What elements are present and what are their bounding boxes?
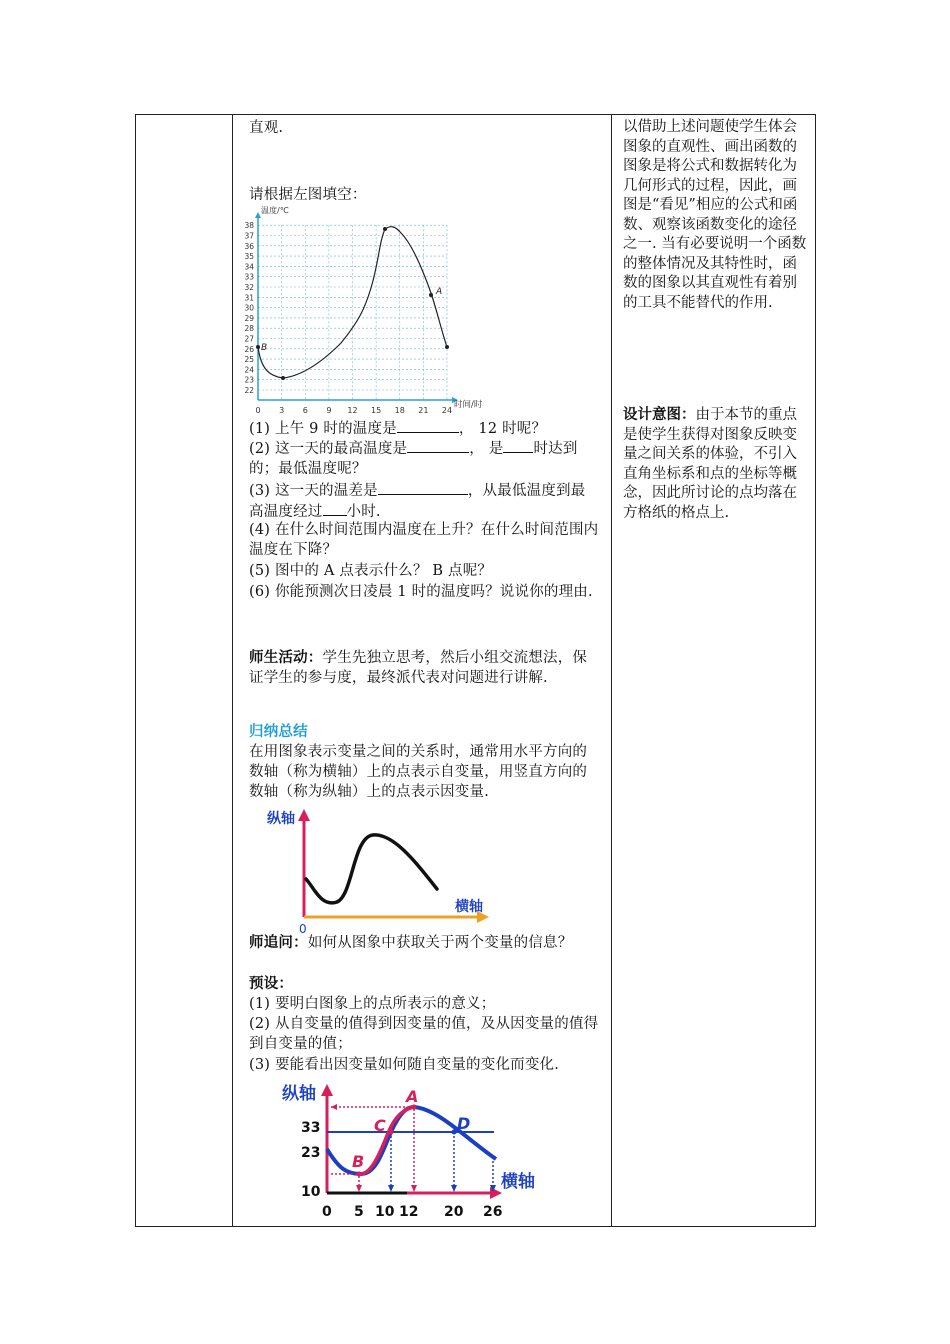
fill-prompt: 请根据左图填空： [249, 187, 367, 203]
temp-y-tick: 30 [244, 303, 254, 313]
guide-20-arrow [451, 1185, 457, 1192]
intent-paragraph: 以借助上述问题使学生体会图象的直观性、画出函数的图象是将公式和数据转化为几何形式的过程，因此，画图是“看见”相应的公式和函数、观察该函数变化的途径之一. 当有必要说明一个函数的整体情况及其特性时，函数的图象以其直观性有着别的工具不能替代的作用. [623, 119, 807, 311]
temp-y-tick: 38 [244, 221, 254, 231]
column-divider-right [611, 115, 612, 1226]
question-3: (3) 这一天的温差是 ，从最低温度到最高温度经过 小时. [249, 480, 599, 522]
design-notes-column [617, 115, 815, 1226]
point-b-label: B [261, 343, 268, 353]
temp-x-tick: 24 [441, 406, 453, 415]
teacher-followup [249, 933, 599, 953]
y-tick-33: 33 [301, 1120, 321, 1136]
vertical-axis-arrow [298, 809, 310, 821]
x-axis-title: 横轴 [455, 899, 483, 915]
graph-y-axis-title: 纵轴 [282, 1084, 316, 1104]
temp-y-tick: 32 [244, 283, 254, 292]
design-intent-label: 设计意图： [623, 407, 696, 423]
point-b-dot [256, 345, 260, 349]
point-a-dot [429, 293, 433, 297]
preset-1: (1) 要明白图象上的点所表示的意义； [249, 996, 496, 1012]
design-intent-text: 由于本节的重点是使学生获得对图象反映变量之间关系的体验，不引入直角坐标系和点的坐标等概念，因此所讨论的点均落在方格纸的格点上. [623, 407, 797, 521]
guide-5-arrow [356, 1185, 362, 1192]
temp-y-tick: 29 [244, 313, 254, 323]
y-axis-title: 纵轴 [267, 811, 295, 827]
label-c: C [374, 1116, 386, 1135]
max-temp-dot [383, 227, 387, 231]
x-tick-26: 26 [483, 1204, 503, 1220]
temperature-chart [241, 203, 501, 419]
teacher-student-activity [249, 648, 599, 688]
temp-x-axis-label: 时间/时 [454, 400, 483, 410]
temperature-grid [258, 225, 447, 400]
label-d: D [457, 1114, 471, 1133]
y-tick-23: 23 [301, 1145, 321, 1161]
question-5: (5) 图中的 A 点表示什么？ B 点呢？ [249, 563, 493, 579]
axis-illustration [249, 807, 509, 937]
activity-label: 师生活动： [249, 650, 323, 666]
summary-title: 归纳总结 [249, 724, 308, 740]
temp-y-tick: 27 [244, 334, 254, 344]
column-divider-left [232, 115, 233, 1226]
temp-y-tick: 24 [244, 365, 254, 375]
point-c-marker [389, 1130, 394, 1135]
x-tick-20: 20 [444, 1204, 464, 1220]
x-tick-0: 0 [322, 1204, 332, 1220]
function-curve-red [359, 1107, 414, 1174]
question-1: (1) 上午 9 时的温度是 ， 12 时呢？ [249, 418, 599, 439]
label-b: B [352, 1152, 365, 1171]
question-6: (6) 你能预测次日凌晨 1 时的温度吗？说说你的理由. [249, 584, 593, 600]
content-column [241, 115, 609, 1226]
temp-x-tick: 9 [326, 406, 332, 415]
temp-y-axis-label: 温度/℃ [261, 206, 289, 215]
temp-x-tick-labels [255, 406, 452, 415]
temp-y-tick: 22 [244, 386, 254, 395]
label-a: A [406, 1087, 419, 1106]
origin-label: 0 [299, 922, 307, 936]
temp-x-tick: 21 [418, 406, 429, 415]
activity-text: 学生先独立思考，然后小组交流想法，保证学生的参与度，最终派代表对问题进行讲解. [249, 650, 588, 686]
x-tick-10: 10 [375, 1204, 395, 1220]
temp-y-tick: 36 [244, 241, 254, 251]
point-d-marker [452, 1130, 457, 1135]
graph-vertical-axis-arrow [321, 1084, 333, 1096]
graph-x-axis-title: 横轴 [501, 1172, 535, 1192]
temp-x-tick: 15 [371, 406, 382, 415]
sample-curve [306, 835, 437, 903]
end-temp-dot [445, 345, 449, 349]
temp-x-tick: 12 [347, 406, 358, 415]
design-intent [623, 406, 809, 523]
x-tick-12: 12 [399, 1204, 419, 1220]
preset-label: 预设： [249, 976, 294, 992]
temp-y-tick-labels [244, 221, 254, 395]
followup-label: 师追问： [249, 935, 308, 951]
guide-33-arrow [331, 1104, 337, 1110]
preset-2: (2) 从自变量的值得到因变量的值，及从因变量的值得到自变量的值； [249, 1016, 599, 1052]
question-2: (2) 这一天的最高温度是 ， 是 时达到的；最低温度呢？ [249, 438, 599, 479]
temp-y-tick: 28 [244, 324, 254, 334]
point-a-label: A [436, 287, 443, 297]
temp-y-tick: 31 [244, 293, 254, 303]
temp-y-tick: 26 [244, 344, 254, 354]
temp-y-tick: 33 [244, 272, 254, 282]
summary-text: 在用图象表示变量之间的关系时，通常用水平方向的数轴（称为横轴）上的点表示自变量，用竖直方向的数轴（称为纵轴）上的点表示因变量. [249, 744, 588, 800]
guide-12-arrow [411, 1185, 417, 1192]
temp-x-tick: 3 [279, 406, 285, 415]
temp-x-tick: 0 [255, 406, 261, 415]
temp-y-tick: 34 [244, 262, 254, 272]
temp-y-tick: 37 [244, 231, 254, 241]
function-graph [279, 1079, 559, 1224]
intro-end: 直观. [249, 120, 284, 136]
temp-x-tick: 6 [302, 406, 308, 415]
lesson-table [135, 114, 816, 1227]
min-temp-dot [281, 376, 285, 380]
point-b-marker [357, 1172, 362, 1177]
temp-y-tick: 25 [244, 355, 254, 365]
y-tick-10: 10 [301, 1184, 321, 1200]
followup-text: 如何从图象中获取关于两个变量的信息？ [307, 935, 573, 951]
guide-10-arrow [388, 1185, 394, 1192]
temp-x-tick: 18 [394, 406, 405, 415]
x-tick-5: 5 [354, 1204, 364, 1220]
temp-y-tick: 35 [244, 252, 254, 262]
question-4: (4) 在什么时间范围内温度在上升？在什么时间范围内温度在下降？ [249, 522, 599, 558]
preset-3: (3) 要能看出因变量如何随自变量的变化而变化. [249, 1057, 560, 1073]
temp-y-tick: 23 [244, 375, 254, 385]
